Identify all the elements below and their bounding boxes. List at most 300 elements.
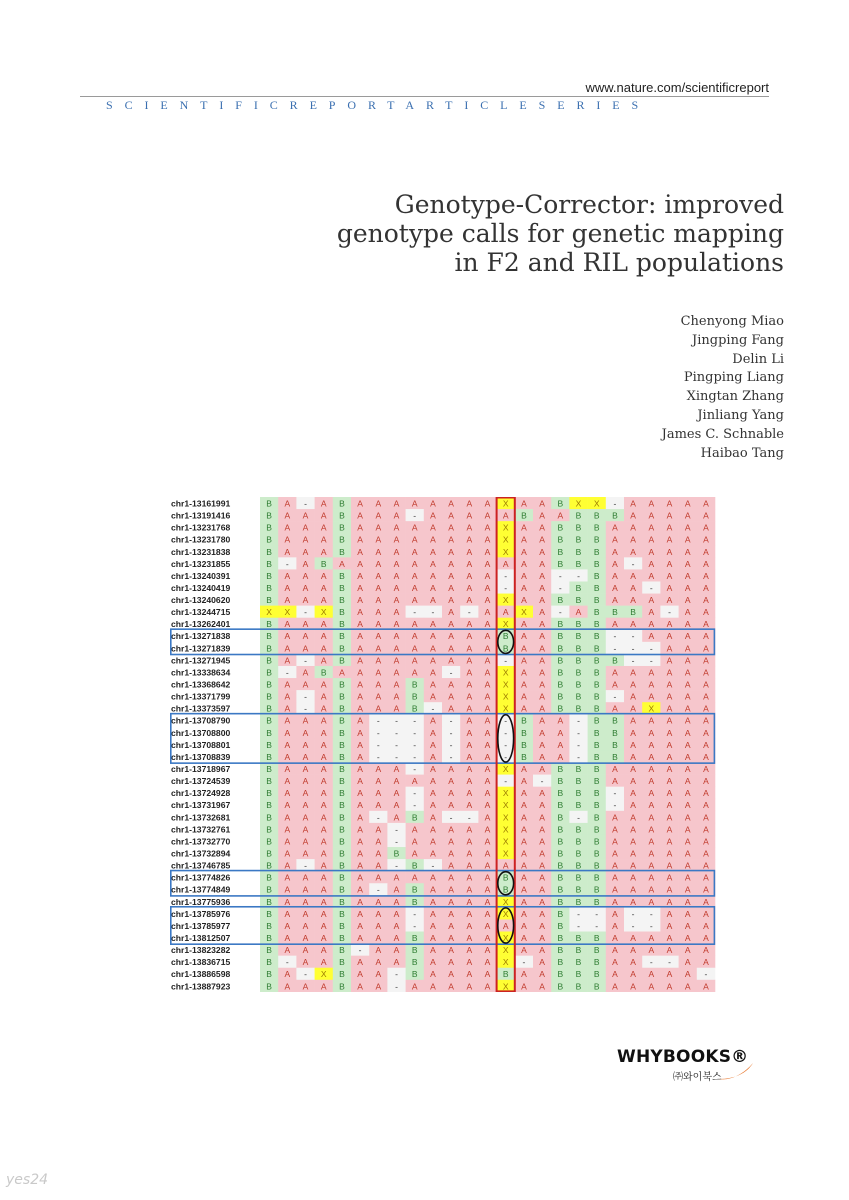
genotype-call: A — [466, 703, 473, 714]
genotype-call: A — [411, 981, 418, 992]
genotype-call: A — [539, 872, 545, 883]
genotype-call: A — [539, 703, 545, 714]
genotype-call: A — [521, 498, 527, 509]
genotype-call: A — [484, 679, 491, 690]
genotype-call: - — [376, 751, 380, 762]
genotype-call: A — [703, 800, 709, 811]
genotype-call: A — [375, 981, 382, 992]
genotype-call: A — [648, 570, 655, 581]
genotype-call: - — [376, 727, 380, 738]
genotype-call: A — [484, 920, 491, 931]
genotype-call: A — [357, 498, 363, 509]
genotype-call: A — [684, 703, 691, 714]
genotype-call: A — [630, 872, 636, 883]
genotype-call: A — [466, 691, 473, 702]
genotype-call: A — [320, 812, 327, 823]
genotype-call: A — [411, 655, 418, 666]
genotype-call: A — [612, 945, 618, 956]
genotype-call: A — [539, 848, 545, 859]
marker-label: chr1-13724539 — [171, 776, 231, 787]
genotype-call: - — [413, 510, 417, 521]
genotype-call: B — [557, 788, 564, 799]
genotype-call: A — [375, 969, 382, 980]
genotype-call: B — [502, 643, 509, 654]
genotype-call: A — [630, 679, 636, 690]
genotype-call: - — [413, 751, 417, 762]
genotype-call: A — [466, 751, 473, 762]
genotype-call: A — [448, 595, 454, 606]
genotype-call: A — [684, 534, 691, 545]
genotype-call: A — [666, 703, 673, 714]
genotype-call: A — [612, 776, 618, 787]
genotype-call: A — [430, 679, 436, 690]
genotype-call: A — [448, 872, 454, 883]
genotype-call: A — [448, 570, 454, 581]
genotype-call: B — [266, 679, 272, 690]
genotype-call: A — [684, 800, 691, 811]
genotype-call: A — [375, 764, 382, 775]
genotype-call: - — [413, 800, 417, 811]
marker-label: chr1-13731967 — [171, 800, 231, 811]
genotype-call: B — [502, 631, 509, 642]
genotype-call: A — [539, 558, 545, 569]
genotype-call: B — [339, 619, 345, 630]
genotype-call: X — [284, 607, 291, 618]
genotype-call: A — [612, 522, 618, 533]
genotype-call: A — [302, 764, 309, 775]
marker-label: chr1-13887923 — [171, 981, 231, 992]
genotype-call: B — [575, 631, 582, 642]
genotype-call: B — [266, 619, 272, 630]
genotype-call: A — [302, 558, 309, 569]
genotype-call: A — [448, 691, 454, 702]
genotype-call: X — [502, 498, 509, 509]
genotype-call: A — [466, 655, 473, 666]
genotype-call: A — [284, 739, 291, 750]
genotype-call: - — [413, 607, 417, 618]
genotype-call: A — [630, 715, 636, 726]
genotype-call: A — [521, 836, 527, 847]
genotype-call: A — [375, 691, 382, 702]
genotype-call: B — [557, 896, 564, 907]
genotype-call: A — [302, 715, 309, 726]
genotype-call: A — [666, 751, 673, 762]
title-line-3: in F2 and RIL populations — [454, 248, 784, 277]
publisher-logo — [617, 1047, 757, 1087]
genotype-call: B — [557, 558, 564, 569]
genotype-call: A — [557, 727, 564, 738]
genotype-call: A — [684, 570, 691, 581]
genotype-call: B — [339, 945, 345, 956]
genotype-call: A — [284, 788, 291, 799]
genotype-call: A — [448, 703, 454, 714]
genotype-call: A — [502, 558, 509, 569]
genotype-call: A — [539, 546, 545, 557]
genotype-call: - — [304, 691, 307, 702]
genotype-call: A — [302, 534, 309, 545]
genotype-call: A — [411, 619, 418, 630]
genotype-call: - — [558, 607, 562, 618]
genotype-call: A — [703, 679, 709, 690]
genotype-call: A — [648, 739, 655, 750]
genotype-call: A — [466, 884, 473, 895]
genotype-call: A — [375, 824, 382, 835]
genotype-call: - — [504, 739, 508, 750]
genotype-call: A — [630, 848, 636, 859]
genotype-call: - — [577, 812, 580, 823]
genotype-call: A — [393, 558, 400, 569]
genotype-call: A — [703, 872, 709, 883]
genotype-call: A — [539, 884, 545, 895]
genotype-call: A — [466, 836, 473, 847]
genotype-call: A — [302, 546, 309, 557]
genotype-call: A — [393, 932, 400, 943]
genotype-call: A — [320, 522, 327, 533]
genotype-call: B — [266, 920, 272, 931]
genotype-call: B — [612, 655, 618, 666]
title-line-2: genotype calls for genetic mapping — [336, 219, 784, 248]
genotype-call: A — [703, 546, 709, 557]
genotype-call: A — [612, 920, 618, 931]
genotype-call: A — [612, 860, 618, 871]
genotype-call: B — [266, 751, 272, 762]
genotype-call: A — [539, 691, 545, 702]
genotype-call: B — [339, 969, 345, 980]
genotype-call: A — [521, 546, 527, 557]
genotype-call: B — [575, 776, 582, 787]
genotype-call: B — [320, 558, 327, 569]
genotype-call: B — [557, 848, 564, 859]
genotype-call: A — [448, 522, 454, 533]
genotype-call: A — [284, 848, 291, 859]
genotype-call: A — [393, 607, 400, 618]
marker-label: chr1-13774826 — [171, 872, 231, 883]
genotype-call: B — [593, 969, 600, 980]
genotype-call: A — [357, 558, 363, 569]
genotype-call: A — [320, 691, 327, 702]
genotype-call: A — [466, 619, 473, 630]
genotype-call: B — [575, 619, 582, 630]
genotype-call: A — [430, 969, 436, 980]
genotype-call: - — [577, 570, 580, 581]
genotype-call: A — [612, 932, 618, 943]
genotype-call: A — [684, 751, 691, 762]
genotype-call: A — [612, 667, 618, 678]
genotype-call: B — [557, 884, 564, 895]
genotype-call: B — [593, 812, 600, 823]
genotype-call: A — [666, 595, 673, 606]
genotype-call: A — [630, 667, 636, 678]
genotype-call: - — [631, 920, 635, 931]
genotype-call: A — [411, 848, 418, 859]
marker-label: chr1-13732761 — [171, 824, 231, 835]
genotype-call: A — [666, 932, 673, 943]
genotype-call: A — [484, 691, 491, 702]
genotype-call: A — [375, 957, 382, 968]
genotype-call: A — [448, 848, 454, 859]
genotype-call: B — [593, 655, 600, 666]
genotype-call: A — [539, 981, 545, 992]
genotype-call: A — [411, 534, 418, 545]
genotype-call: A — [684, 957, 691, 968]
genotype-call: A — [521, 679, 527, 690]
genotype-call: A — [411, 558, 418, 569]
author: Jingping Fang — [692, 332, 784, 348]
genotype-call: A — [357, 715, 363, 726]
genotype-call: B — [593, 667, 600, 678]
genotype-call: A — [430, 595, 436, 606]
genotype-call: - — [577, 727, 580, 738]
genotype-call: X — [320, 969, 327, 980]
genotype-call: - — [649, 643, 653, 654]
genotype-call: A — [539, 860, 545, 871]
genotype-call: A — [630, 582, 636, 593]
genotype-call: A — [284, 582, 291, 593]
genotype-call: A — [466, 498, 473, 509]
genotype-call: B — [502, 969, 509, 980]
genotype-call: B — [266, 667, 272, 678]
genotype-call: A — [666, 619, 673, 630]
marker-label: chr1-13886598 — [171, 969, 231, 980]
genotype-call: A — [302, 570, 309, 581]
marker-label: chr1-13271839 — [171, 643, 231, 654]
genotype-call: A — [612, 957, 618, 968]
marker-label: chr1-13775936 — [171, 896, 231, 907]
genotype-call: - — [413, 764, 417, 775]
genotype-call: A — [521, 932, 527, 943]
genotype-call: A — [302, 932, 309, 943]
author: Pingping Liang — [683, 370, 784, 386]
genotype-call: B — [339, 582, 345, 593]
genotype-call: A — [648, 896, 655, 907]
genotype-call: A — [539, 800, 545, 811]
genotype-call: A — [411, 824, 418, 835]
genotype-call: A — [648, 848, 655, 859]
genotype-call: B — [557, 643, 564, 654]
genotype-call: A — [357, 643, 363, 654]
genotype-call: B — [593, 727, 600, 738]
genotype-call: A — [557, 751, 564, 762]
genotype-call: A — [375, 896, 382, 907]
genotype-call: A — [684, 932, 691, 943]
marker-label: chr1-13244715 — [171, 607, 231, 618]
genotype-call: A — [284, 751, 291, 762]
genotype-call: - — [668, 607, 671, 618]
genotype-call: A — [375, 920, 382, 931]
genotype-call: A — [357, 534, 363, 545]
genotype-call: A — [448, 619, 454, 630]
genotype-call: - — [304, 860, 307, 871]
genotype-call: A — [539, 631, 545, 642]
genotype-call: A — [612, 896, 618, 907]
genotype-call: A — [666, 715, 673, 726]
genotype-call: B — [557, 860, 564, 871]
genotype-call: B — [612, 715, 618, 726]
genotype-call: A — [375, 619, 382, 630]
genotype-call: A — [430, 896, 436, 907]
genotype-call: A — [430, 920, 436, 931]
genotype-call: A — [630, 788, 636, 799]
genotype-call: B — [575, 546, 582, 557]
genotype-call: A — [466, 595, 473, 606]
genotype-call: A — [521, 908, 527, 919]
genotype-call: A — [393, 679, 400, 690]
genotype-call: A — [284, 655, 291, 666]
genotype-call: B — [557, 836, 564, 847]
genotype-call: A — [630, 727, 636, 738]
genotype-call: A — [684, 764, 691, 775]
genotype-call: A — [357, 788, 363, 799]
genotype-call: A — [484, 595, 491, 606]
genotype-call: A — [466, 667, 473, 678]
genotype-call: A — [630, 764, 636, 775]
genotype-call: A — [393, 703, 400, 714]
genotype-call: A — [484, 764, 491, 775]
genotype-call: A — [484, 908, 491, 919]
genotype-call: B — [557, 655, 564, 666]
genotype-call: B — [411, 884, 418, 895]
genotype-call: A — [393, 957, 400, 968]
genotype-call: B — [266, 498, 272, 509]
genotype-call: B — [557, 667, 564, 678]
genotype-call: X — [502, 836, 509, 847]
genotype-call: A — [448, 546, 454, 557]
genotype-call: - — [449, 739, 453, 750]
genotype-call: A — [302, 522, 309, 533]
genotype-call: A — [357, 727, 363, 738]
genotype-call: B — [339, 498, 345, 509]
genotype-call: B — [575, 824, 582, 835]
genotype-call: B — [557, 812, 564, 823]
genotype-call: B — [593, 534, 600, 545]
genotype-call: B — [266, 631, 272, 642]
genotype-call: A — [666, 981, 673, 992]
genotype-call: A — [284, 534, 291, 545]
genotype-call: A — [703, 595, 709, 606]
genotype-call: A — [375, 945, 382, 956]
genotype-call: A — [284, 643, 291, 654]
genotype-call: A — [375, 703, 382, 714]
genotype-call: A — [375, 667, 382, 678]
genotype-call: A — [430, 884, 436, 895]
genotype-call: B — [593, 739, 600, 750]
genotype-call: A — [357, 920, 363, 931]
genotype-call: A — [630, 546, 636, 557]
genotype-call: A — [466, 715, 473, 726]
genotype-call: A — [684, 920, 691, 931]
genotype-call: A — [393, 896, 400, 907]
genotype-call: B — [266, 739, 272, 750]
genotype-call: A — [684, 510, 691, 521]
genotype-call: A — [648, 764, 655, 775]
genotype-call: A — [320, 776, 327, 787]
genotype-call: A — [466, 957, 473, 968]
genotype-call: A — [484, 896, 491, 907]
marker-label: chr1-13746785 — [171, 860, 231, 871]
genotype-call: A — [666, 848, 673, 859]
genotype-call: - — [504, 582, 508, 593]
genotype-call: A — [630, 751, 636, 762]
genotype-call: A — [703, 619, 709, 630]
genotype-call: A — [302, 788, 309, 799]
genotype-call: A — [284, 522, 291, 533]
genotype-call: A — [484, 498, 491, 509]
genotype-call: A — [430, 932, 436, 943]
genotype-call: - — [649, 908, 653, 919]
genotype-call: A — [393, 812, 400, 823]
genotype-call: A — [666, 582, 673, 593]
genotype-call: A — [521, 945, 527, 956]
genotype-call: - — [431, 607, 435, 618]
genotype-call: A — [284, 836, 291, 847]
genotype-call: A — [684, 619, 691, 630]
genotype-call: A — [320, 957, 327, 968]
genotype-call: B — [593, 764, 600, 775]
genotype-call: A — [539, 679, 545, 690]
genotype-call: B — [557, 534, 564, 545]
genotype-call: B — [339, 800, 345, 811]
genotype-call: A — [393, 498, 400, 509]
genotype-call: - — [613, 788, 617, 799]
genotype-call: B — [339, 836, 345, 847]
genotype-call: A — [448, 836, 454, 847]
genotype-call: A — [502, 510, 509, 521]
genotype-call: A — [539, 788, 545, 799]
genotype-call: A — [484, 788, 491, 799]
genotype-call: A — [466, 727, 473, 738]
header-url[interactable]: www.nature.com/scientificreport — [585, 80, 769, 95]
genotype-call: A — [284, 679, 291, 690]
genotype-call: A — [684, 788, 691, 799]
genotype-call: A — [284, 812, 291, 823]
genotype-call: B — [593, 872, 600, 883]
genotype-call: A — [648, 776, 655, 787]
genotype-call: X — [502, 546, 509, 557]
genotype-call: A — [684, 739, 691, 750]
genotype-call: B — [575, 667, 582, 678]
genotype-call: A — [539, 969, 545, 980]
genotype-call: A — [302, 510, 309, 521]
genotype-call: B — [575, 932, 582, 943]
genotype-call: A — [703, 510, 709, 521]
genotype-call: A — [302, 848, 309, 859]
genotype-call: A — [666, 522, 673, 533]
genotype-call: - — [504, 715, 508, 726]
genotype-call: A — [630, 534, 636, 545]
genotype-call: B — [266, 957, 272, 968]
genotype-call: - — [395, 739, 398, 750]
genotype-call: A — [557, 715, 564, 726]
genotype-call: A — [466, 546, 473, 557]
genotype-call: A — [612, 619, 618, 630]
genotype-call: B — [339, 908, 345, 919]
genotype-call: A — [539, 534, 545, 545]
genotype-call: A — [666, 764, 673, 775]
genotype-call: - — [540, 776, 544, 787]
genotype-call: A — [357, 655, 363, 666]
genotype-call: A — [357, 908, 363, 919]
genotype-call: B — [593, 546, 600, 557]
genotype-call: X — [593, 498, 600, 509]
genotype-call: A — [302, 739, 309, 750]
genotype-call: A — [521, 920, 527, 931]
genotype-call: A — [684, 908, 691, 919]
series-banner: SCIENTIFICREPORTARTICLESERIES — [106, 98, 651, 112]
genotype-call: - — [558, 582, 562, 593]
genotype-call: A — [284, 824, 291, 835]
genotype-call: A — [411, 643, 418, 654]
genotype-call: B — [411, 812, 418, 823]
